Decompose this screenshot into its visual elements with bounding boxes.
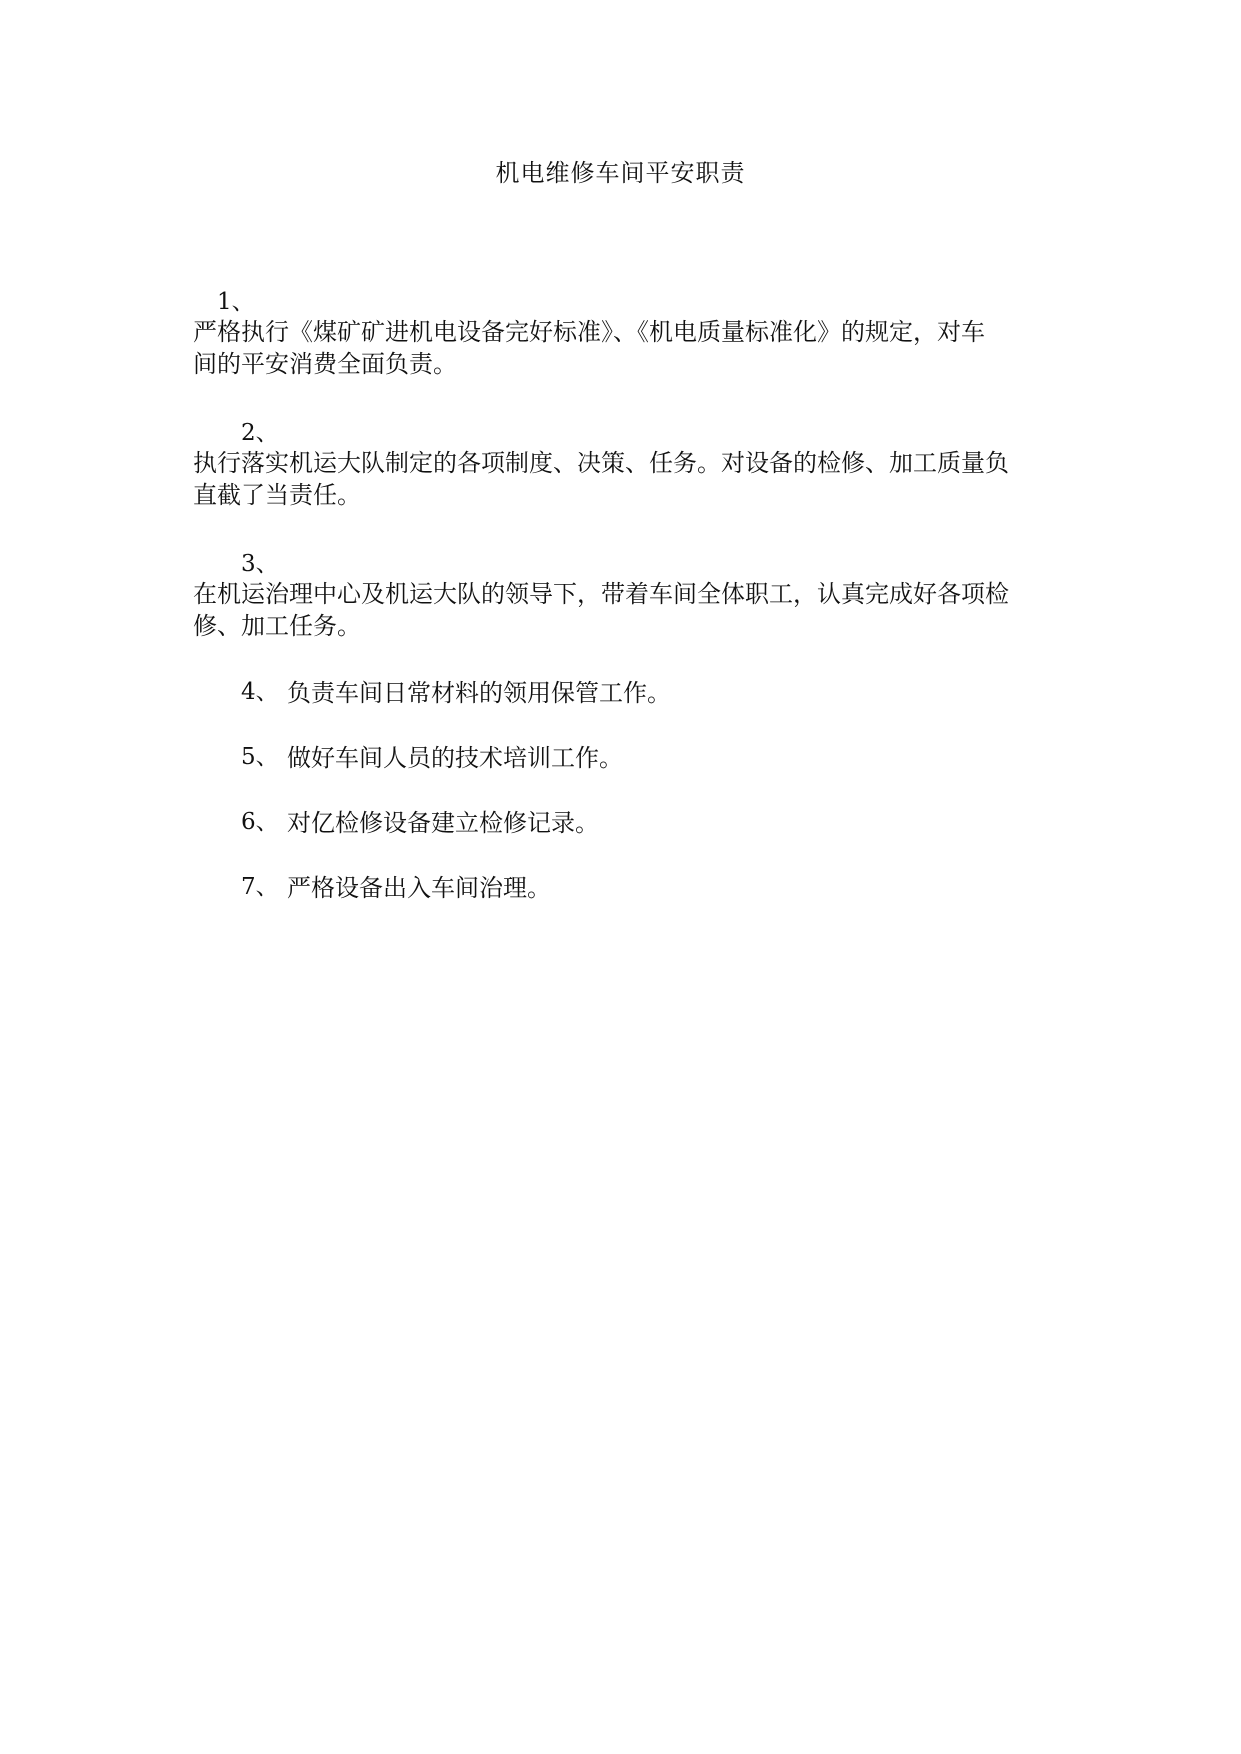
item-5-text: 做好车间人员的技术培训工作。	[287, 744, 623, 772]
item-2-line-1: 执行落实机运大队制定的各项制度、决策、任务。对设备的检修、加工质量负	[193, 449, 1009, 477]
item-4-text: 负责车间日常材料的领用保管工作。	[287, 679, 671, 707]
document-title: 机电维修车间平安职责	[495, 159, 746, 187]
item-5-number: 5、	[241, 744, 279, 770]
item-3-line-1: 在机运治理中心及机运大队的领导下，带着车间全体职工，认真完成好各项检	[193, 580, 1009, 608]
item-4-number: 4、	[241, 679, 279, 705]
item-7-text: 严格设备出入车间治理。	[287, 874, 551, 902]
item-3-number: 3、	[241, 551, 279, 577]
item-2-number: 2、	[241, 420, 279, 446]
item-1-line-1: 严格执行《煤矿矿进机电设备完好标准》、《机电质量标准化》的规定，对车	[193, 318, 985, 346]
item-6-text: 对亿检修设备建立检修记录。	[287, 809, 599, 837]
item-2-line-2: 直截了当责任。	[193, 481, 361, 509]
item-6-number: 6、	[241, 809, 279, 835]
item-7-number: 7、	[241, 874, 279, 900]
item-1-number: 1、	[217, 289, 255, 315]
item-1-line-2: 间的平安消费全面负责。	[193, 350, 457, 378]
item-3-line-2: 修、加工任务。	[193, 612, 361, 640]
